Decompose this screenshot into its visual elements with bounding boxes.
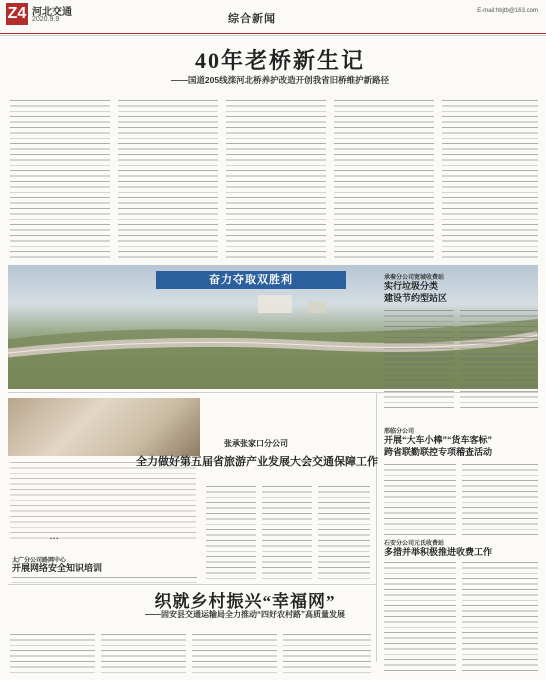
bottom-article-subtitle: ——固安县交通运输局全力推动“四好农村路”高质量发展 <box>145 610 345 619</box>
lead-subheadline: ——国道205线滦河北桥养护改造开创我省旧桥维护新路径 <box>170 75 390 85</box>
left-box-title: 开展网络安全知识培训 <box>12 563 103 573</box>
right-top-title-line2: 建设节约型站区 <box>384 293 448 303</box>
bottom-text-col-1 <box>10 634 95 674</box>
middle-text-col-3 <box>318 486 370 580</box>
paper-name: 河北交通 <box>32 7 72 18</box>
lead-text-col-1 <box>10 100 110 260</box>
photo-caption <box>10 462 196 542</box>
page-number: Z4 <box>6 3 28 25</box>
photo-credit: ▪ ▪ ▪ <box>50 536 59 542</box>
contact-info: E-mail:hbjtb@163.com <box>477 8 538 14</box>
right-bottom-kicker: 石安分公司元氏收费站 <box>384 541 445 547</box>
section-title: 综合新闻 <box>228 13 276 25</box>
lead-text-col-3 <box>226 100 326 260</box>
photo-divider <box>8 392 538 393</box>
bottom-text-col-3 <box>192 634 277 674</box>
header-divider <box>0 35 546 36</box>
page-header <box>0 0 546 34</box>
right-top-text-col-2 <box>460 310 538 408</box>
right-bottom-text-col-2 <box>462 562 538 674</box>
right-column-divider <box>376 392 377 662</box>
left-box-text <box>12 577 197 583</box>
paper-date: 2020.9.9 <box>32 16 60 23</box>
right-top-text-col-1 <box>384 310 454 408</box>
bottom-text-col-4 <box>283 634 371 674</box>
right-top-kicker: 承秦分公司宽城收费站 <box>384 275 445 281</box>
middle-text-col-1 <box>206 486 256 580</box>
right-middle-title-line2: 跨省联勤联控专项稽查活动 <box>384 447 493 457</box>
lead-headline: 40年老桥新生记 <box>194 48 365 73</box>
lead-text-col-5 <box>442 100 538 260</box>
right-top-title-line1: 实行垃圾分类 <box>384 281 439 291</box>
right-middle-title-line1: 开展“大车小棒”“货车客标” <box>384 435 493 445</box>
middle-text-col-2 <box>262 486 312 580</box>
bottom-article-title: 织就乡村振兴“幸福网” <box>154 592 336 611</box>
middle-article-title: 全力做好第五届省旅游产业发展大会交通保障工作 <box>136 456 378 468</box>
photo-banner: 奋力夺取双胜利 <box>156 271 346 289</box>
bottom-divider <box>8 584 376 585</box>
right-middle-text-col-2 <box>462 464 538 536</box>
lead-text-col-4 <box>334 100 434 260</box>
bottom-text-col-2 <box>101 634 186 674</box>
right-bottom-title: 多措并举积极推进收费工作 <box>384 547 493 557</box>
right-middle-kicker: 邢临分公司 <box>384 429 415 435</box>
lead-text-col-2 <box>118 100 218 260</box>
right-middle-text-col-1 <box>384 464 456 536</box>
left-box-kicker: 太广分公司路网中心 <box>12 558 67 564</box>
middle-article-kicker: 张承张家口分公司 <box>224 439 288 448</box>
